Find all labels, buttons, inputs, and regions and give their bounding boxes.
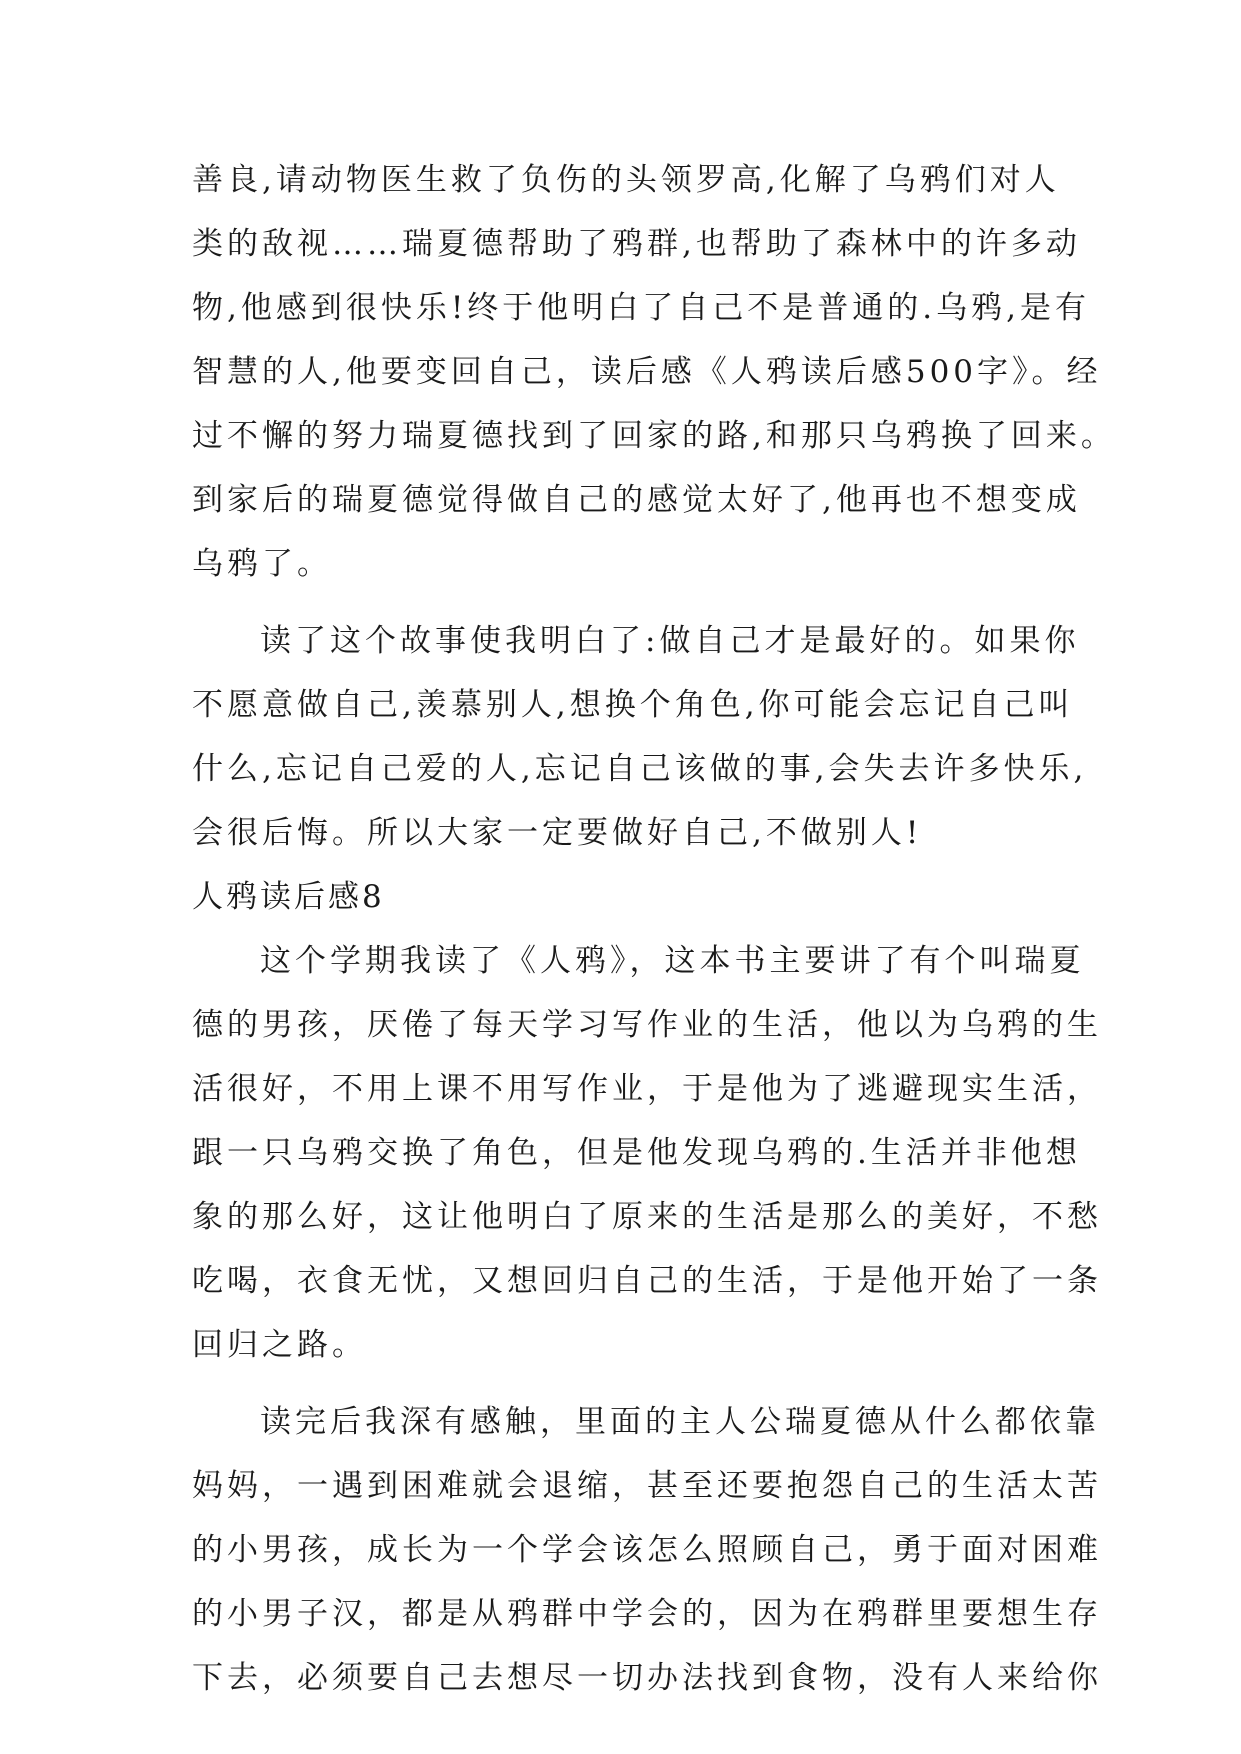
text-line: 什么,忘记自己爱的人,忘记自己该做的事,会失去许多快乐, xyxy=(192,751,1088,787)
text-line: 象的那么好，这让他明白了原来的生活是那么的美好，不愁 xyxy=(192,1199,1102,1235)
text-line: 到家后的瑞夏德觉得做自己的感觉太好了,他再也不想变成 xyxy=(192,482,1081,518)
text-line: 吃喝，衣食无忧，又想回归自己的生活，于是他开始了一条 xyxy=(192,1263,1102,1299)
paragraph-moral xyxy=(192,609,1088,865)
text-line: 妈妈，一遇到困难就会退缩，甚至还要抱怨自己的生活太苦 xyxy=(192,1468,1102,1504)
paragraph-reflection xyxy=(192,1390,1102,1710)
section-title: 人鸦读后感8 xyxy=(192,879,385,915)
section-heading xyxy=(192,865,1052,929)
text-line: 过不懈的努力瑞夏德找到了回家的路,和那只乌鸦换了回来。 xyxy=(192,418,1116,454)
text-line: 读完后我深有感触，里面的主人公瑞夏德从什么都依靠 xyxy=(260,1404,1100,1440)
text-line: 智慧的人,他要变回自己，读后感《人鸦读后感500字》。经 xyxy=(192,354,1102,390)
text-line: 乌鸦了。 xyxy=(192,546,332,582)
text-line: 物,他感到很快乐!终于他明白了自己不是普通的.乌鸦,是有 xyxy=(192,290,1091,326)
text-line: 跟一只乌鸦交换了角色，但是他发现乌鸦的.生活并非他想 xyxy=(192,1135,1081,1171)
text-line: 下去，必须要自己去想尽一切办法找到食物，没有人来给你 xyxy=(192,1660,1102,1696)
text-line: 善良,请动物医生救了负伤的头领罗高,化解了乌鸦们对人 xyxy=(192,162,1060,198)
text-line: 回归之路。 xyxy=(192,1327,367,1363)
paragraph-continuation xyxy=(192,148,1116,596)
paragraph-summary xyxy=(192,929,1102,1377)
text-line: 会很后悔。所以大家一定要做好自己,不做别人! xyxy=(192,815,923,851)
text-line: 的小男子汉，都是从鸦群中学会的，因为在鸦群里要想生存 xyxy=(192,1596,1102,1632)
text-line: 类的敌视……瑞夏德帮助了鸦群,也帮助了森林中的许多动 xyxy=(192,226,1081,262)
text-line: 活很好，不用上课不用写作业，于是他为了逃避现实生活， xyxy=(192,1071,1102,1107)
text-line: 读了这个故事使我明白了:做自己才是最好的。如果你 xyxy=(260,623,1080,659)
document-body xyxy=(192,148,1116,1710)
text-line: 的小男孩，成长为一个学会该怎么照顾自己，勇于面对困难 xyxy=(192,1532,1102,1568)
text-line: 德的男孩，厌倦了每天学习写作业的生活，他以为乌鸦的生 xyxy=(192,1007,1102,1043)
text-line: 不愿意做自己,羡慕别人,想换个角色,你可能会忘记自己叫 xyxy=(192,687,1074,723)
text-line: 这个学期我读了《人鸦》，这本书主要讲了有个叫瑞夏 xyxy=(260,943,1085,979)
